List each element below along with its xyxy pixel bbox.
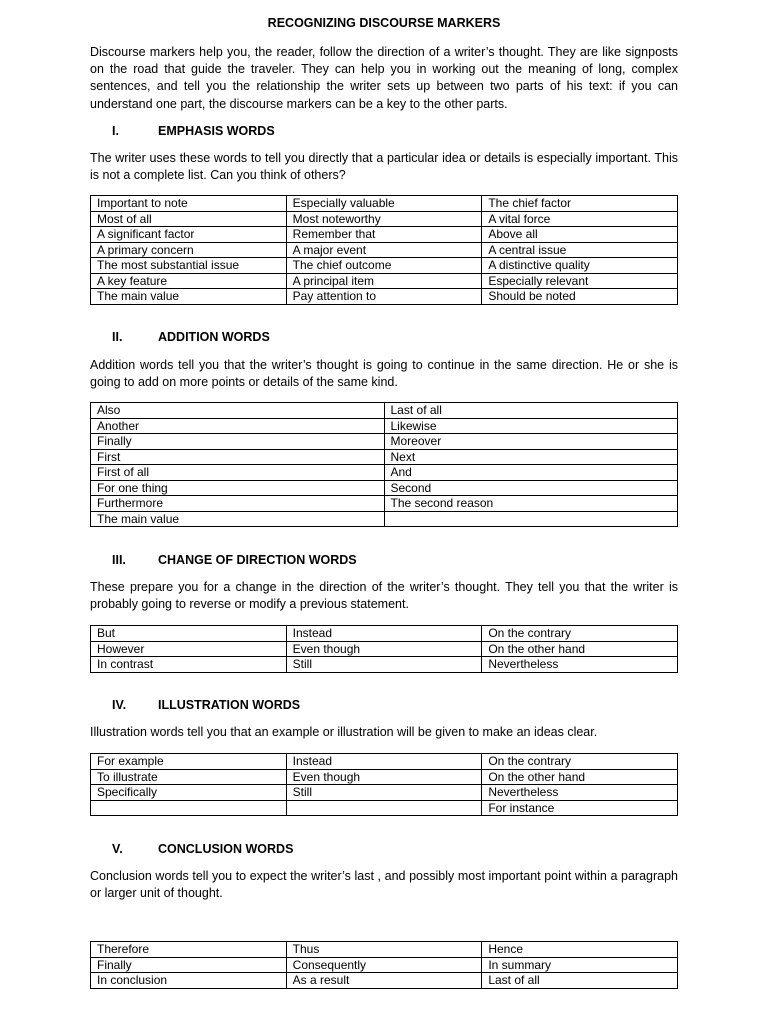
table-cell: Consequently [286,957,482,973]
table-row [91,973,678,989]
table-cell: The main value [91,289,287,305]
section-name: CHANGE OF DIRECTION WORDS [158,553,357,567]
section-number: IV. [112,698,127,712]
table-cell: Should be noted [482,289,678,305]
table-cell: Finally [91,957,287,973]
table-cell: For instance [482,800,678,816]
table-cell: A central issue [482,242,678,258]
table-cell [384,511,678,527]
table-row [91,657,678,673]
section-description-emphasis: The writer uses these words to tell you directly that a particular idea or details is especially important. This is not a complete list. Can you think of others? [90,151,678,183]
table-cell: Important to note [91,196,287,212]
table-row [91,480,678,496]
section-name: CONCLUSION WORDS [158,842,294,856]
section-description-conclusion: Conclusion words tell you to expect the writer’s last , and possibly most important point within a paragraph or larger unit of thought. [90,869,678,901]
table-cell: Even though [286,769,482,785]
table-cell [91,800,287,816]
table-cell: Nevertheless [482,657,678,673]
section-number: V. [112,842,123,856]
table-row [91,641,678,657]
table-row [91,957,678,973]
section-number: II. [112,330,123,344]
table-cell: Hence [482,942,678,958]
section-name: ADDITION WORDS [158,330,270,344]
table-row [91,418,678,434]
table-cell: Pay attention to [286,289,482,305]
table-row [91,465,678,481]
table-cell: A principal item [286,273,482,289]
table-row [91,211,678,227]
table-cell: The main value [91,511,385,527]
section-description-change-of-direction: These prepare you for a change in the direction of the writer’s thought. They tell you that the writer is probably going to reverse or modify a previous statement. [90,580,678,612]
table-cell: The second reason [384,496,678,512]
addition-words-table [90,402,678,527]
table-row [91,273,678,289]
emphasis-words-table [90,195,678,305]
table-row [91,242,678,258]
table-cell: But [91,626,287,642]
table-cell: Nevertheless [482,785,678,801]
table-cell: Especially relevant [482,273,678,289]
table-row [91,289,678,305]
table-cell: The chief outcome [286,258,482,274]
table-row [91,942,678,958]
table-cell: First [91,449,385,465]
table-cell: A significant factor [91,227,287,243]
table-row [91,769,678,785]
table-cell: On the other hand [482,769,678,785]
table-cell: In summary [482,957,678,973]
section-description-addition: Addition words tell you that the writer’s thought is going to continue in the same direction. He or she is going to add on more points or details of the same kind. [90,358,678,390]
table-cell: On the contrary [482,754,678,770]
table-cell: And [384,465,678,481]
table-cell: Especially valuable [286,196,482,212]
table-cell: Second [384,480,678,496]
section-name: EMPHASIS WORDS [158,124,275,138]
section-name: ILLUSTRATION WORDS [158,698,301,712]
table-cell: The chief factor [482,196,678,212]
table-cell: For example [91,754,287,770]
table-row [91,496,678,512]
table-cell: Finally [91,434,385,450]
table-row [91,626,678,642]
table-row [91,258,678,274]
table-cell: Still [286,657,482,673]
table-cell: In contrast [91,657,287,673]
table-cell: To illustrate [91,769,287,785]
table-row [91,785,678,801]
table-cell: Above all [482,227,678,243]
table-cell: A major event [286,242,482,258]
table-cell: Most of all [91,211,287,227]
table-cell: Also [91,403,385,419]
table-cell [286,800,482,816]
table-cell: In conclusion [91,973,287,989]
conclusion-words-table [90,941,678,989]
table-cell: As a result [286,973,482,989]
table-cell: Instead [286,626,482,642]
table-cell: Specifically [91,785,287,801]
change-of-direction-words-table [90,625,678,673]
table-cell: Furthermore [91,496,385,512]
table-cell: A distinctive quality [482,258,678,274]
table-cell: A key feature [91,273,287,289]
table-cell: Even though [286,641,482,657]
table-cell: First of all [91,465,385,481]
table-row [91,434,678,450]
table-cell: However [91,641,287,657]
table-cell: Thus [286,942,482,958]
table-cell: The most substantial issue [91,258,287,274]
table-row [91,227,678,243]
table-row [91,754,678,770]
section-description-illustration: Illustration words tell you that an example or illustration will be given to make an ideas clear. [90,725,598,739]
table-cell: Likewise [384,418,678,434]
table-cell: Next [384,449,678,465]
table-row [91,449,678,465]
table-cell: On the other hand [482,641,678,657]
section-number: III. [112,553,126,567]
table-row [91,403,678,419]
illustration-words-table [90,753,678,816]
intro-paragraph: Discourse markers help you, the reader, follow the direction of a writer’s thought. They are like signposts on the road that guide the traveler. They can help you in working out the meaning of long, complex sentences, and tell you the relationship the writer sets up between two parts of his text: if you can understand one part, the discourse markers can be a key to the other parts. [90,45,678,111]
table-cell: A vital force [482,211,678,227]
table-cell: On the contrary [482,626,678,642]
table-cell: Remember that [286,227,482,243]
table-row [91,196,678,212]
table-cell: Therefore [91,942,287,958]
table-cell: Last of all [384,403,678,419]
table-cell: Another [91,418,385,434]
table-cell: Moreover [384,434,678,450]
table-row [91,511,678,527]
table-cell: For one thing [91,480,385,496]
table-cell: Instead [286,754,482,770]
document-title: RECOGNIZING DISCOURSE MARKERS [267,16,501,30]
table-cell: A primary concern [91,242,287,258]
table-cell: Last of all [482,973,678,989]
table-cell: Still [286,785,482,801]
table-row [91,800,678,816]
section-number: I. [112,124,119,138]
table-cell: Most noteworthy [286,211,482,227]
